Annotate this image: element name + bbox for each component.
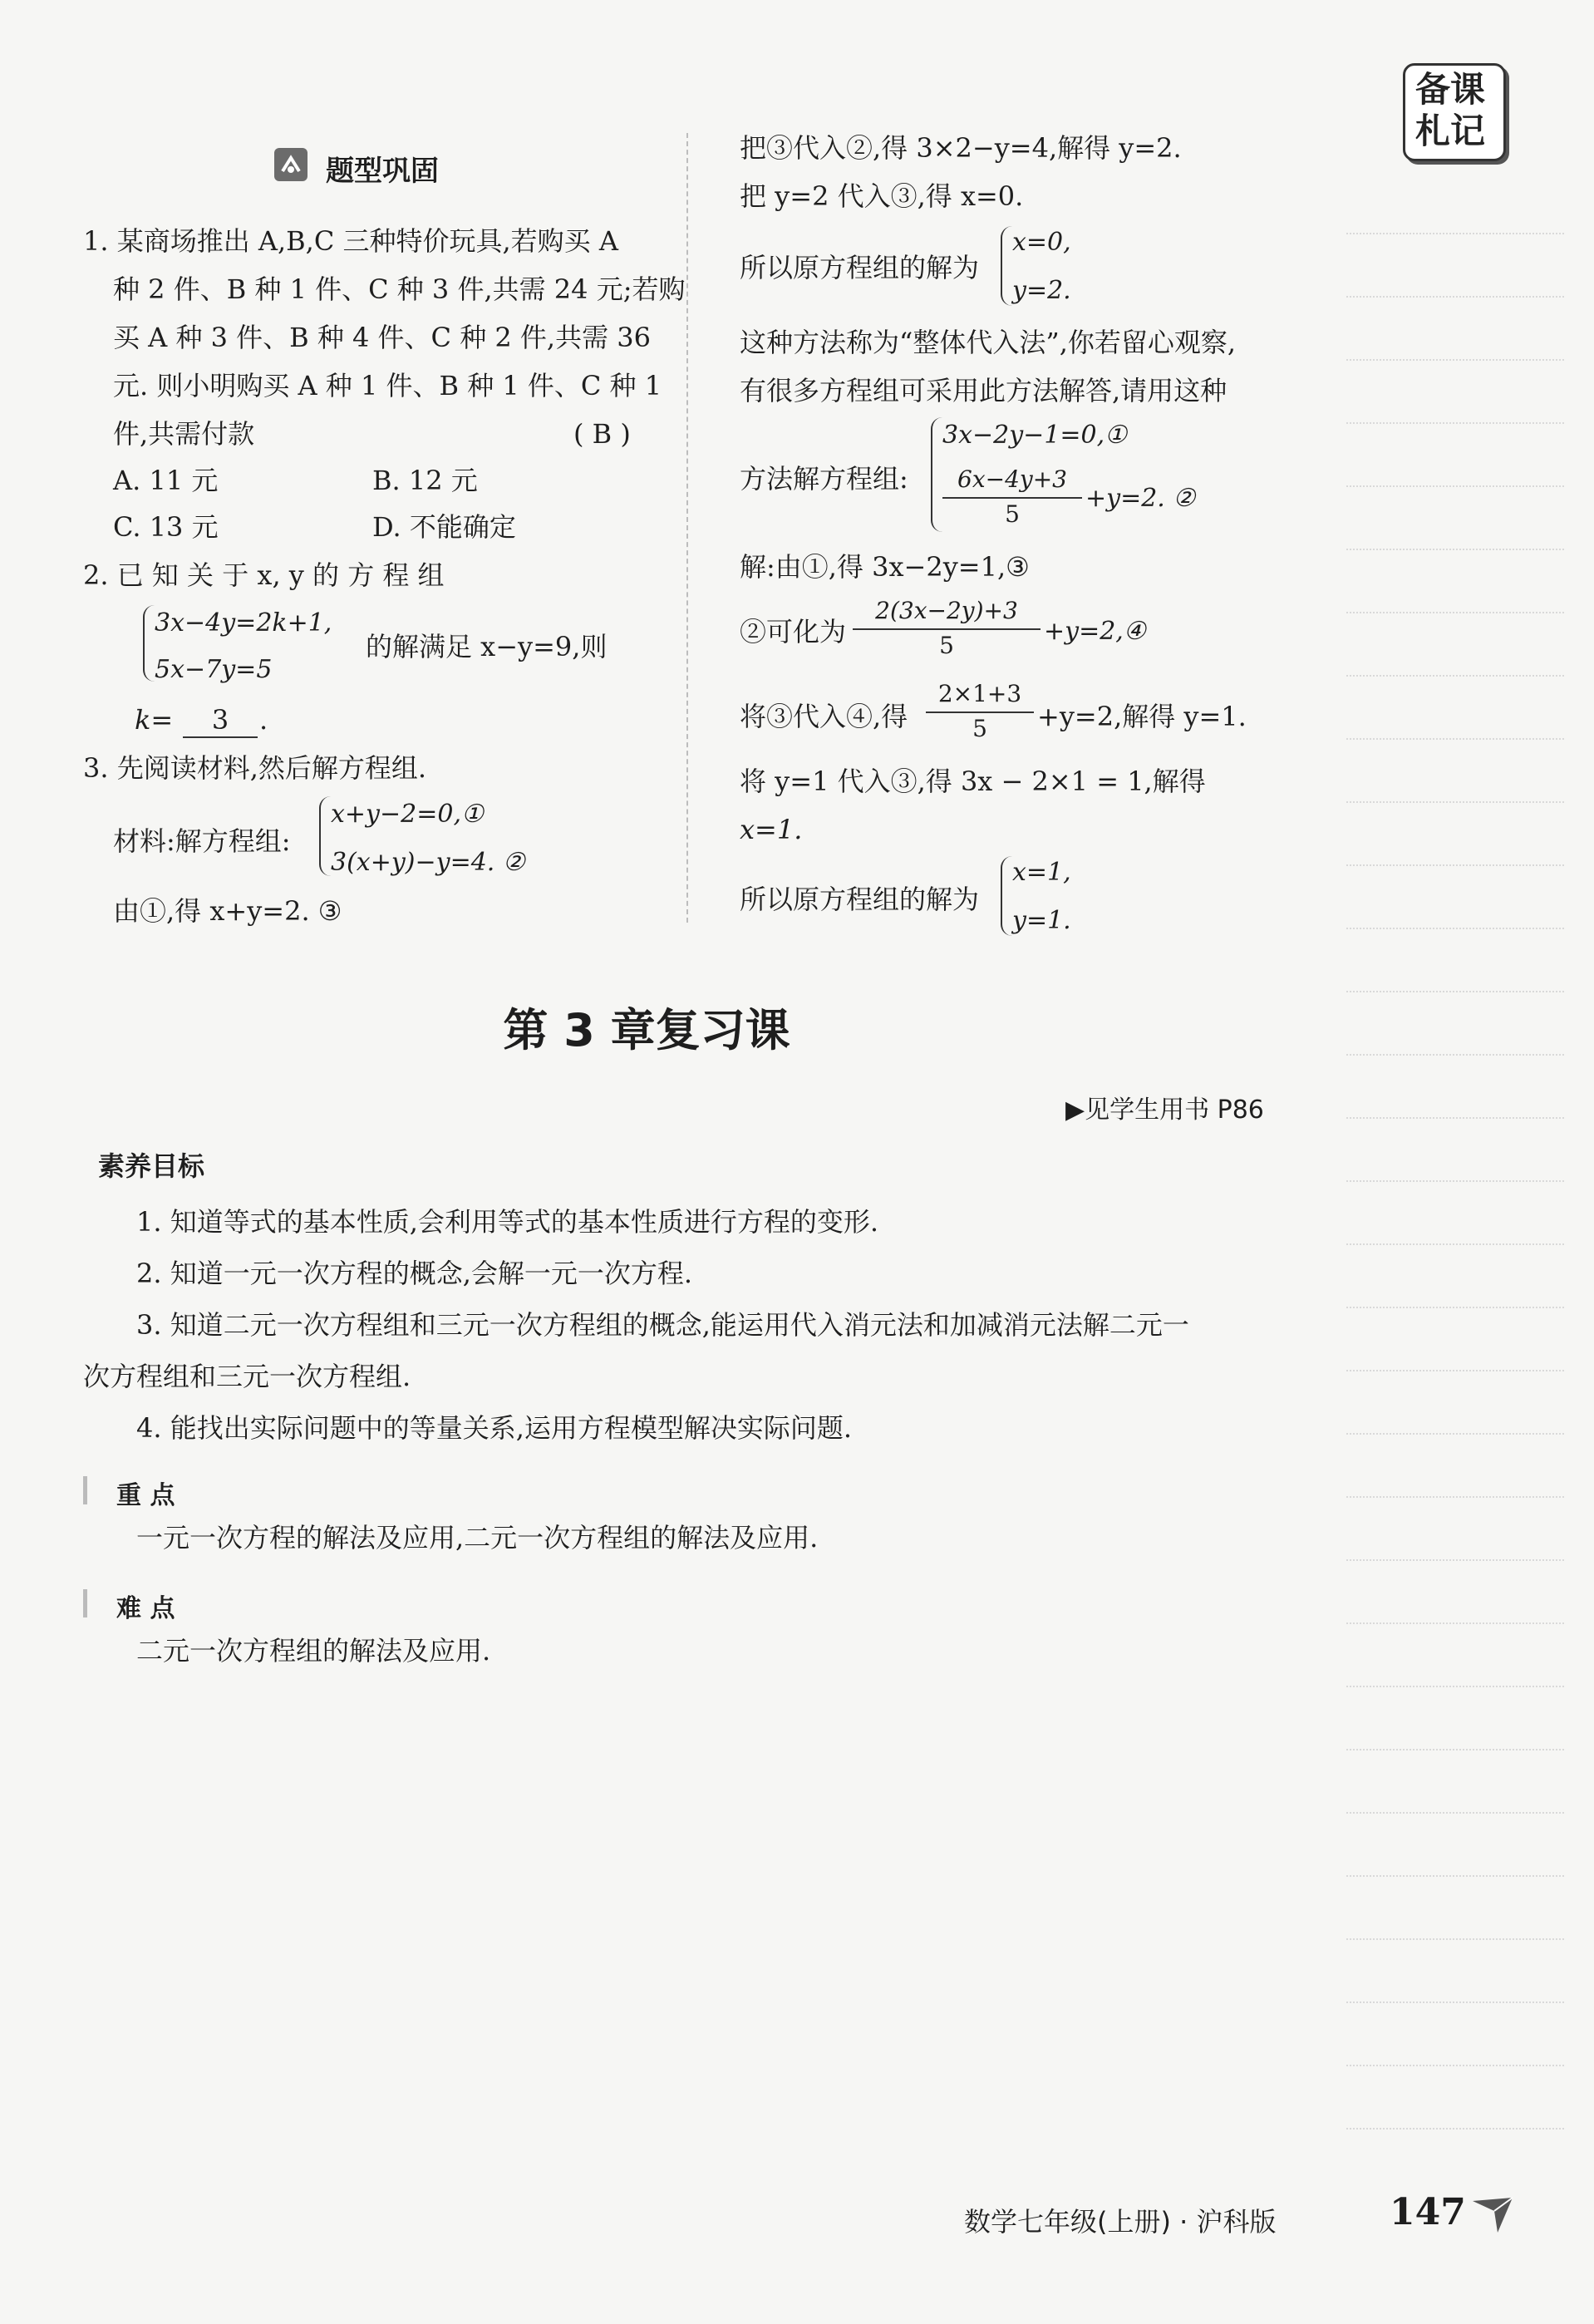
goal-item: 次方程组和三元一次方程组. bbox=[83, 1361, 411, 1392]
footer-book-title: 数学七年级(上册) · 沪科版 bbox=[964, 2206, 1277, 2238]
note-line bbox=[1346, 296, 1564, 298]
q3-step: 由①,得 x+y=2. ③ bbox=[113, 895, 342, 927]
note-line bbox=[1346, 1433, 1564, 1435]
q1-line: 元. 则小明购买 A 种 1 件、B 种 1 件、C 种 1 bbox=[113, 370, 662, 401]
right-line: 有很多方程组可采用此方法解答,请用这种 bbox=[740, 375, 1227, 406]
q2-k-prefix: k= bbox=[135, 704, 174, 736]
step2-denominator: 5 bbox=[939, 632, 954, 659]
fraction-line bbox=[926, 711, 1034, 713]
method-label: 方法解方程组: bbox=[740, 463, 908, 495]
sol1-brace bbox=[1001, 226, 1012, 306]
see-student-book: ▶见学生用书 P86 bbox=[1065, 1096, 1264, 1125]
note-line bbox=[1346, 422, 1564, 424]
difficult-points-text: 二元一次方程组的解法及应用. bbox=[136, 1635, 491, 1667]
note-line bbox=[1346, 359, 1564, 361]
right-line: 把③代入②,得 3×2−y=4,解得 y=2. bbox=[740, 132, 1182, 164]
sol1-eq2: y=2. bbox=[1012, 276, 1071, 305]
note-line bbox=[1346, 1180, 1564, 1182]
note-line bbox=[1346, 549, 1564, 550]
goals-title: 素养目标 bbox=[98, 1150, 205, 1182]
method-brace bbox=[931, 417, 942, 532]
goal-item: 3. 知道二元一次方程组和三元一次方程组的概念,能运用代入消元法和加减消元法解二元一 bbox=[136, 1309, 1189, 1341]
key-points-text: 一元一次方程的解法及应用,二元一次方程组的解法及应用. bbox=[136, 1522, 819, 1553]
solution-step-prefix: ②可化为 bbox=[740, 616, 847, 647]
q1-option: A. 11 元 bbox=[113, 465, 219, 496]
q1-answer: ( B ) bbox=[573, 418, 631, 450]
note-line bbox=[1346, 1054, 1564, 1056]
q3-eq1: x+y−2=0,① bbox=[331, 800, 484, 829]
badge-line1: 备课 bbox=[1415, 69, 1486, 110]
corner-decoration-icon bbox=[1469, 2194, 1516, 2236]
chapter-title: 第 3 章复习课 bbox=[503, 1004, 790, 1056]
notes-badge bbox=[1403, 63, 1506, 161]
q2-brace bbox=[143, 605, 155, 682]
step3-numerator: 2×1+3 bbox=[937, 680, 1022, 707]
note-line bbox=[1346, 2001, 1564, 2003]
note-line bbox=[1346, 2065, 1564, 2066]
method-numerator: 6x−4y+3 bbox=[957, 465, 1067, 493]
column-divider bbox=[686, 133, 688, 923]
note-line bbox=[1346, 1622, 1564, 1624]
solution-step: 解:由①,得 3x−2y=1,③ bbox=[740, 551, 1030, 583]
sol2-eq2: y=1. bbox=[1012, 906, 1071, 935]
q3-material-label: 材料:解方程组: bbox=[113, 825, 291, 857]
note-line bbox=[1346, 675, 1564, 677]
fraction-line bbox=[942, 497, 1082, 499]
step2-rest: +y=2,④ bbox=[1044, 617, 1146, 646]
exercise-icon bbox=[274, 148, 307, 181]
sol2-brace bbox=[1001, 856, 1012, 936]
sol2-label: 所以原方程组的解为 bbox=[740, 884, 980, 915]
note-line bbox=[1346, 612, 1564, 613]
note-line bbox=[1346, 928, 1564, 929]
difficult-points-title: 难 点 bbox=[116, 1594, 175, 1623]
method-eq1: 3x−2y−1=0,① bbox=[942, 421, 1128, 450]
q1-line: 买 A 种 3 件、B 种 4 件、C 种 2 件,共需 36 bbox=[113, 322, 651, 353]
step3-fraction bbox=[926, 680, 1034, 746]
note-line bbox=[1346, 1307, 1564, 1308]
sol2-eq1: x=1, bbox=[1012, 858, 1071, 887]
goal-item: 4. 能找出实际问题中的等量关系,运用方程模型解决实际问题. bbox=[136, 1412, 853, 1444]
key-points-title: 重 点 bbox=[116, 1481, 175, 1510]
note-line bbox=[1346, 1812, 1564, 1814]
step2-fraction bbox=[853, 597, 1041, 663]
q1-option: B. 12 元 bbox=[372, 465, 478, 496]
step3-rest: +y=2,解得 y=1. bbox=[1037, 701, 1247, 732]
page-number: 147 bbox=[1390, 2191, 1466, 2233]
q2-eq2: 5x−7y=5 bbox=[155, 655, 273, 684]
solution-step-prefix: 将③代入④,得 bbox=[740, 701, 908, 732]
note-line bbox=[1346, 991, 1564, 992]
note-line bbox=[1346, 1370, 1564, 1371]
note-line bbox=[1346, 801, 1564, 803]
method-fraction bbox=[942, 465, 1082, 532]
note-line bbox=[1346, 738, 1564, 740]
q1-line: 件,共需付款 bbox=[113, 418, 255, 450]
q3-eq2: 3(x+y)−y=4. ② bbox=[331, 848, 525, 877]
note-line bbox=[1346, 1117, 1564, 1119]
goal-item: 1. 知道等式的基本性质,会利用等式的基本性质进行方程的变形. bbox=[136, 1206, 879, 1238]
section-title: 题型巩固 bbox=[326, 155, 439, 188]
fraction-line bbox=[853, 628, 1041, 630]
q1-line: 种 2 件、B 种 1 件、C 种 3 件,共需 24 元;若购 bbox=[113, 273, 686, 305]
note-line bbox=[1346, 1875, 1564, 1877]
badge-line2: 札记 bbox=[1415, 111, 1486, 151]
sol1-label: 所以原方程组的解为 bbox=[740, 252, 980, 283]
right-line: 这种方法称为“整体代入法”,你若留心观察, bbox=[740, 327, 1237, 358]
q2-condition: 的解满足 x−y=9,则 bbox=[366, 631, 608, 662]
q3-line: 3. 先阅读材料,然后解方程组. bbox=[83, 752, 427, 784]
q2-k-answer: 3 bbox=[183, 703, 258, 738]
note-line bbox=[1346, 1686, 1564, 1687]
step2-numerator: 2(3x−2y)+3 bbox=[875, 597, 1018, 624]
goal-item: 2. 知道一元一次方程的概念,会解一元一次方程. bbox=[136, 1258, 693, 1289]
note-line bbox=[1346, 485, 1564, 487]
q1-line: 1. 某商场推出 A,B,C 三种特价玩具,若购买 A bbox=[83, 225, 618, 257]
solution-step: 将 y=1 代入③,得 3x − 2×1 = 1,解得 bbox=[740, 766, 1206, 797]
solution-step: x=1. bbox=[740, 814, 803, 845]
key-points-bar bbox=[83, 1476, 87, 1504]
sol1-eq1: x=0, bbox=[1012, 228, 1071, 257]
note-line bbox=[1346, 1749, 1564, 1750]
note-line bbox=[1346, 1243, 1564, 1245]
q1-option: D. 不能确定 bbox=[372, 511, 516, 543]
difficult-points-bar bbox=[83, 1589, 87, 1617]
step3-denominator: 5 bbox=[972, 715, 987, 742]
note-line bbox=[1346, 864, 1564, 866]
q2-line: 2. 已 知 关 于 x, y 的 方 程 组 bbox=[83, 559, 445, 591]
q2-k-suffix: . bbox=[259, 704, 268, 736]
note-line bbox=[1346, 2128, 1564, 2130]
right-line: 把 y=2 代入③,得 x=0. bbox=[740, 180, 1024, 212]
q1-option: C. 13 元 bbox=[113, 511, 219, 543]
note-line bbox=[1346, 1496, 1564, 1498]
note-line bbox=[1346, 1938, 1564, 1940]
method-denominator: 5 bbox=[1005, 500, 1020, 528]
note-line bbox=[1346, 1559, 1564, 1561]
method-eq2-rest: +y=2. ② bbox=[1085, 484, 1196, 513]
note-line bbox=[1346, 233, 1564, 234]
q3-brace bbox=[319, 796, 331, 876]
q2-eq1: 3x−4y=2k+1, bbox=[155, 608, 332, 638]
